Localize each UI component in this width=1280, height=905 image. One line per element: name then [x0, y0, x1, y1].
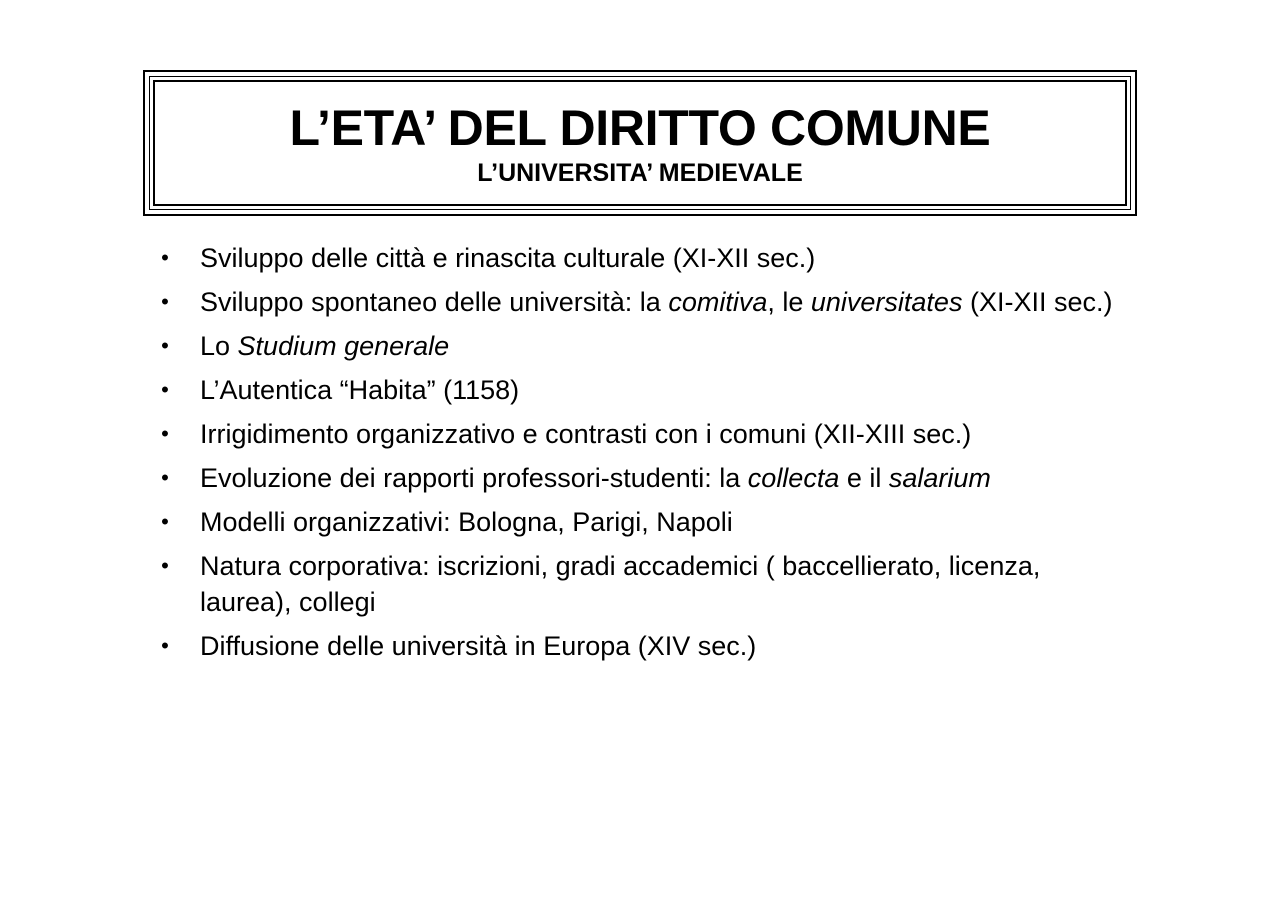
text-run: Natura corporativa: iscrizioni, gradi accademici ( baccellierato, licenza, laurea), collegi	[200, 551, 1041, 617]
italic-term: universitates	[810, 287, 963, 317]
bullet-icon: •	[161, 465, 169, 490]
bullet-icon: •	[161, 553, 169, 578]
text-run: Lo	[200, 331, 238, 361]
text-run: e il	[839, 463, 889, 493]
italic-term: comitiva	[668, 287, 768, 317]
bullet-icon: •	[161, 333, 169, 358]
text-run: Irrigidimento organizzativo e contrasti con i comuni (XII-XIII sec.)	[200, 419, 972, 449]
bullet-icon: •	[161, 421, 169, 446]
list-item	[155, 548, 1115, 620]
list-item	[155, 372, 1115, 408]
bullet-list	[155, 240, 1115, 672]
italic-term: Studium generale	[237, 331, 450, 361]
text-run: Diffusione delle università in Europa (XIV sec.)	[200, 631, 757, 661]
list-item	[155, 628, 1115, 664]
bullet-text	[200, 551, 1040, 617]
bullet-icon: •	[161, 245, 169, 270]
list-item	[155, 284, 1115, 320]
text-run: , le	[767, 287, 811, 317]
list-item	[155, 504, 1115, 540]
list-item	[155, 328, 1115, 364]
page-title: L’ETA’ DEL DIRITTO COMUNE	[289, 100, 991, 156]
bullet-text	[200, 631, 756, 661]
text-run: Evoluzione dei rapporti professori-studenti: la	[200, 463, 748, 493]
text-run: L’Autentica “Habita” (1158)	[200, 375, 520, 405]
bullet-icon: •	[161, 377, 169, 402]
bullet-text	[200, 463, 991, 493]
text-run: Sviluppo spontaneo delle università: la	[200, 287, 669, 317]
italic-term: collecta	[747, 463, 840, 493]
bullet-icon: •	[161, 633, 169, 658]
bullet-text	[200, 375, 519, 405]
title-box	[143, 70, 1137, 216]
text-run: (XI-XII sec.)	[962, 287, 1113, 317]
italic-term: salarium	[888, 463, 991, 493]
bullet-text	[200, 507, 733, 537]
bullet-text	[200, 331, 449, 361]
list-item	[155, 460, 1115, 496]
bullet-icon: •	[161, 509, 169, 534]
page-subtitle: L’UNIVERSITA’ MEDIEVALE	[477, 159, 803, 187]
bullet-text	[200, 287, 1112, 317]
text-run: Modelli organizzativi: Bologna, Parigi, Napoli	[200, 507, 733, 537]
list-item	[155, 240, 1115, 276]
list-item	[155, 416, 1115, 452]
bullet-text	[200, 419, 971, 449]
bullet-text	[200, 243, 815, 273]
text-run: Sviluppo delle città e rinascita culturale (XI-XII sec.)	[200, 243, 816, 273]
bullet-icon: •	[161, 289, 169, 314]
